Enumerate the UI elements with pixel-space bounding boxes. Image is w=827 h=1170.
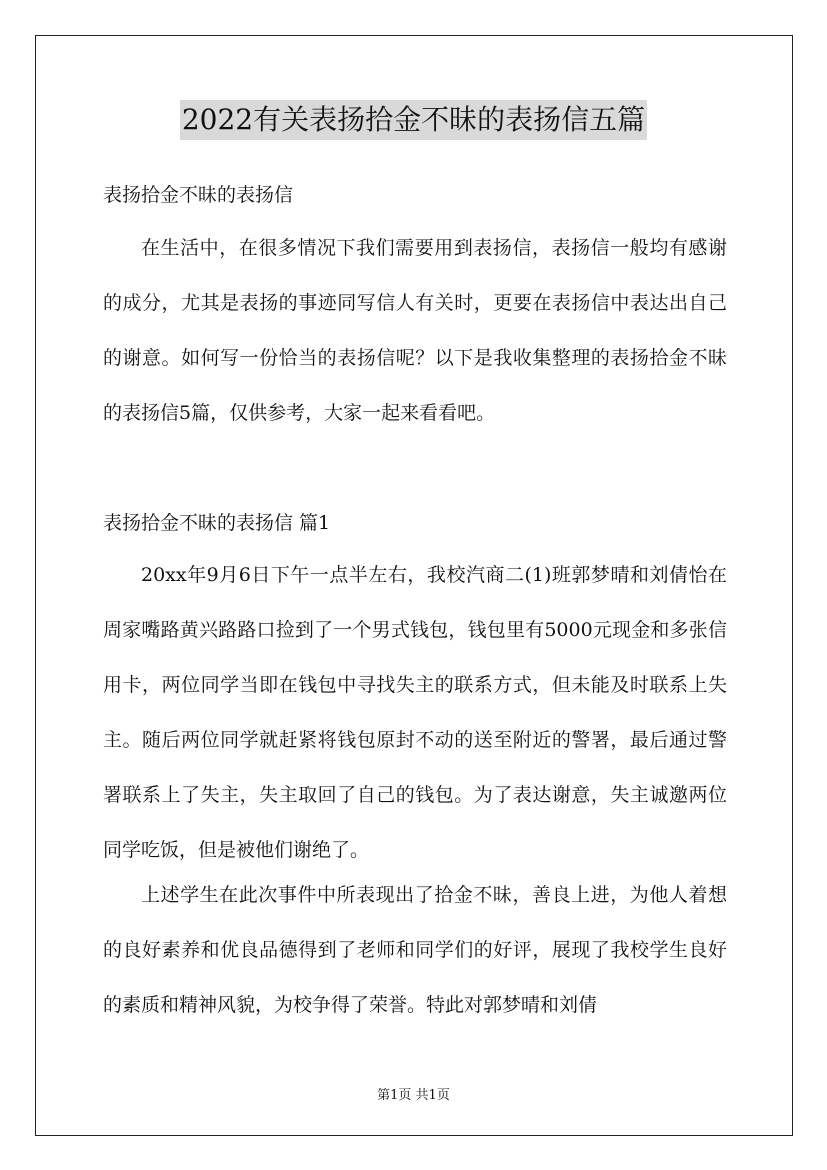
- subtitle: 表扬拾金不昧的表扬信: [103, 184, 294, 206]
- body-paragraph-2: 上述学生在此次事件中所表现出了拾金不昧，善良上进，为他人着想的良好素养和优良品德得到了老师和同学们的好评，展现了我校学生良好的素质和精神风貌，为校争得了荣誉。特此对郭梦晴和刘倩: [103, 884, 727, 1016]
- section-heading: 表扬拾金不昧的表扬信 篇1: [103, 512, 331, 534]
- intro-paragraph: 在生活中，在很多情况下我们需要用到表扬信，表扬信一般均有感谢的成分，尤其是表扬的事迹同写信人有关时，更要在表扬信中表达出自己的谢意。如何写一份恰当的表扬信呢？以下是我收集整理的表扬拾金不昧的表扬信5篇，仅供参考，大家一起来看看吧。: [103, 237, 727, 424]
- document-title: 2022有关表扬拾金不昧的表扬信五篇: [180, 100, 647, 140]
- title-container: [0, 100, 827, 140]
- page-footer: 第1页 共1页: [377, 1088, 450, 1103]
- body-paragraph-1: 20xx年9月6日下午一点半左右，我校汽商二(1)班郭梦晴和刘倩怡在周家嘴路黄兴路路口捡到了一个男式钱包，钱包里有5000元现金和多张信用卡，两位同学当即在钱包中寻找失主的联系方式，但未能及时联系上失主。随后两位同学就赶紧将钱包原封不动的送至附近的警署，最后通过警署联系上了失主，失主取回了自己的钱包。为了表达谢意，失主诚邀两位同学吃饭，但是被他们谢绝了。: [103, 564, 727, 861]
